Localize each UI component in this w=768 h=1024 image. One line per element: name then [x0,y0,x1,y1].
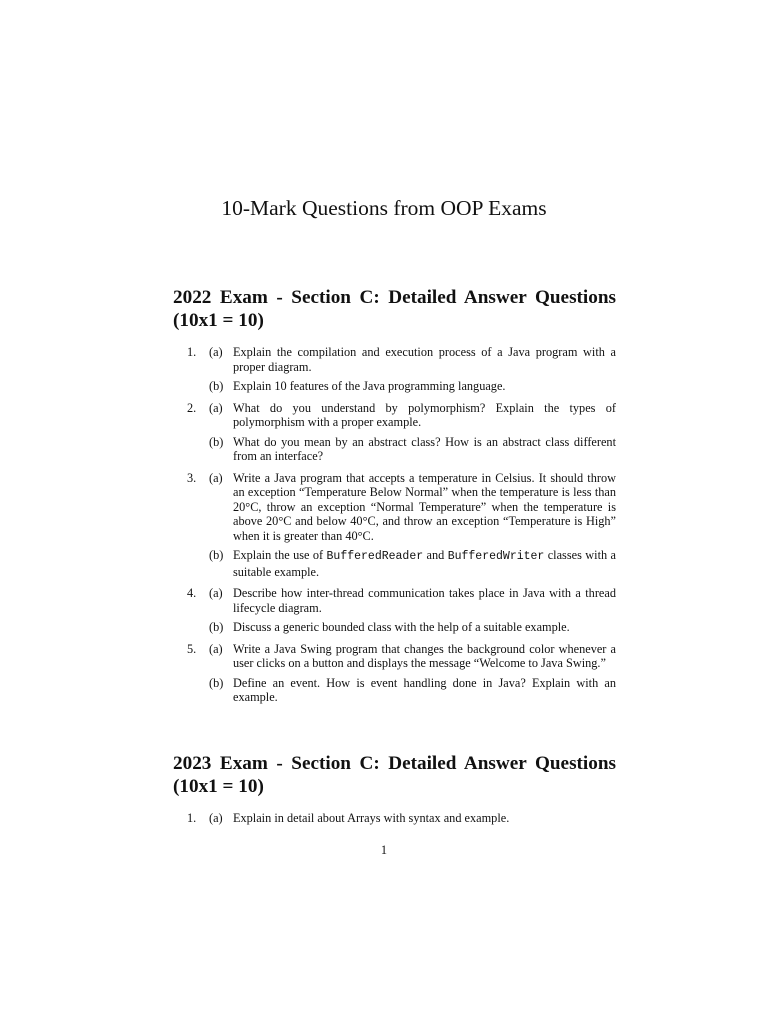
part-label: (b) [209,620,224,634]
part-text: Discuss a generic bounded class with the help of a suitable example. [233,620,570,634]
part-label: (a) [209,470,223,485]
part-label: (b) [209,675,224,690]
question-number: 4. [187,586,197,600]
question-2 [173,401,616,464]
document-title: 10-Mark Questions from OOP Exams [221,196,547,220]
question-1 [173,345,616,394]
section-2022 [173,286,616,712]
section-2023 [173,752,616,833]
part-text-segment: and [423,548,448,562]
question-number: 2. [187,400,197,415]
section-title: 2022 Exam - Section C: Detailed Answer Questions (10x1 = 10) [173,287,616,331]
question-4 [173,586,616,635]
part-text: What do you understand by polymorphism? Explain the types of polymorphism with a proper example. [233,400,616,429]
part-label: (b) [209,379,224,393]
part-label: (b) [209,434,224,449]
part-text-segment: classes with a suitable example. [233,548,616,579]
question-part [209,811,616,826]
part-text [233,548,616,579]
question-3 [173,471,616,580]
question-part [209,620,616,635]
question-list [173,345,616,705]
question-part [209,345,616,374]
part-text: Describe how inter-thread communication takes place in Java with a thread lifecycle diagram. [233,586,616,615]
code-buffered-reader: BufferedReader [326,550,424,563]
question-number: 3. [187,470,197,485]
part-text: Write a Java program that accepts a temperature in Celsius. It should throw an exception “Temperature Below Normal” when the temperature is less than 20°C, throw an exception “Normal Temperature” when the temperature is above 20°C and below 40°C, and throw an exception “Temperature is High” when it is greater than 40°C. [233,470,616,543]
question-number: 1. [187,811,197,825]
question-part [209,471,616,544]
question-part [209,642,616,671]
part-text: Write a Java Swing program that changes the background color whenever a user clicks on a button and displays the message “Welcome to Java Swing.” [233,641,616,670]
question-list [173,811,616,826]
part-text: What do you mean by an abstract class? How is an abstract class different from an interface? [233,434,616,463]
question-part [209,586,616,615]
part-text: Explain in detail about Arrays with syntax and example. [233,811,510,825]
part-text: Define an event. How is event handling done in Java? Explain with an example. [233,675,616,704]
question-number: 5. [187,641,197,656]
part-text: Explain the compilation and execution process of a Java program with a proper diagram. [233,345,616,374]
question-5 [173,642,616,705]
part-label: (b) [209,548,224,562]
question-1 [173,811,616,826]
question-number: 1. [187,345,197,359]
part-text-segment: Explain the use of [233,548,327,562]
code-buffered-writer: BufferedWriter [447,550,545,563]
question-part [209,676,616,705]
section-title: 2023 Exam - Section C: Detailed Answer Questions (10x1 = 10) [173,753,616,797]
part-label: (a) [209,811,223,825]
question-part [209,401,616,430]
part-text: Explain 10 features of the Java programming language. [233,379,506,393]
question-part [209,548,616,579]
page-number: 1 [380,843,388,857]
part-label: (a) [209,586,223,600]
question-part [209,379,616,394]
part-label: (a) [209,345,223,359]
part-label: (a) [209,400,223,415]
part-label: (a) [209,641,223,656]
question-part [209,435,616,464]
